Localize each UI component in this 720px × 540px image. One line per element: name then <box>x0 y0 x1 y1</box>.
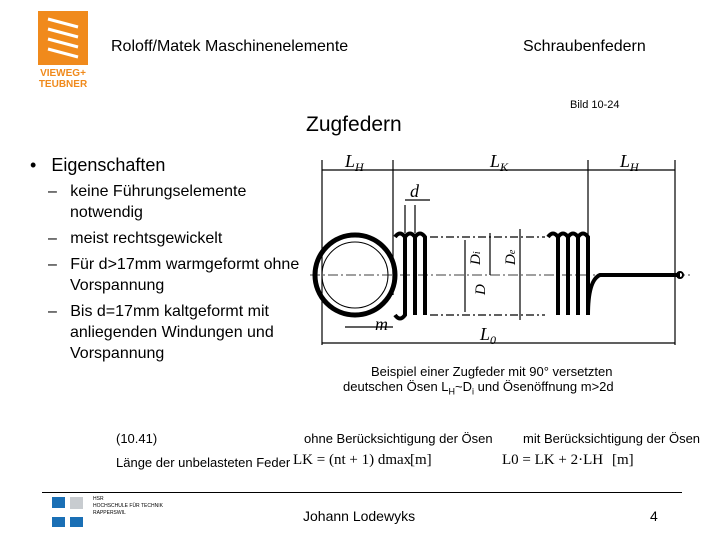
svg-text:VIEWEG+: VIEWEG+ <box>40 68 86 79</box>
formula-lk: LK = (nt + 1) dmax <box>293 452 412 468</box>
formula-l0: L0 = LK + 2·LH <box>502 452 604 468</box>
spring-diagram <box>300 145 700 350</box>
sub-bullet: – Bis d=17mm kaltgeformt mit anliegenden Windungen und Vorspannung <box>48 303 274 362</box>
svg-text:TEUBNER: TEUBNER <box>38 79 88 88</box>
formula-l0-unit: [m] <box>612 452 634 468</box>
svg-text:LH: $L_H$ <box>620 151 639 174</box>
svg-text:L0: $L_0$ <box>480 324 497 347</box>
svg-text:LK: $L_K$ <box>490 151 509 174</box>
bullet-main: • Eigenschaften <box>30 155 166 175</box>
sub-bullet: – Für d>17mm warmgeformt ohne Vorspannung <box>48 256 300 294</box>
equation-col1-heading: ohne Berücksichtigung der Ösen <box>304 431 493 446</box>
equation-label: Länge der unbelasteten Feder <box>116 455 291 470</box>
equation-col2-heading: mit Berücksichtigung der Ösen <box>523 431 701 446</box>
sub-bullet: – meist rechtsgewickelt <box>48 230 223 247</box>
svg-text:De: De <box>503 249 519 265</box>
header-topic: Schraubenfedern <box>523 38 646 55</box>
page-title: Zugfedern <box>306 113 402 136</box>
formula-lk-unit: [m] <box>410 452 432 468</box>
bullet-list <box>30 155 300 364</box>
header-book-title: Roloff/Matek Maschinenelemente <box>111 38 349 55</box>
svg-text:D: D <box>473 284 489 295</box>
svg-text:Di: Di <box>468 251 484 265</box>
figure-label: Bild 10-24 <box>570 99 620 111</box>
school-logo <box>52 497 88 529</box>
figure-caption: Beispiel einer Zugfeder mit 90° versetzten deutschen Ösen $L_H\sim D_i$ und Ösenöffnung m>2d <box>343 364 614 397</box>
bullet-main-text: Eigenschaften <box>51 155 166 175</box>
svg-text:m: m <box>375 314 388 334</box>
sub-bullet: – keine Führungselemente notwendig <box>48 183 247 221</box>
publisher-logo <box>36 11 90 88</box>
footer-author: Johann Lodewyks <box>303 508 416 524</box>
page-number: 4 <box>650 508 658 524</box>
footer-divider <box>42 492 682 493</box>
svg-text:LH: $L_H$ <box>345 151 364 174</box>
equation-number: (10.41) <box>116 431 158 446</box>
school-name: HSR HOCHSCHULE FÜR TECHNIK RAPPERSWIL <box>93 496 163 516</box>
svg-text:d: d <box>410 181 419 201</box>
